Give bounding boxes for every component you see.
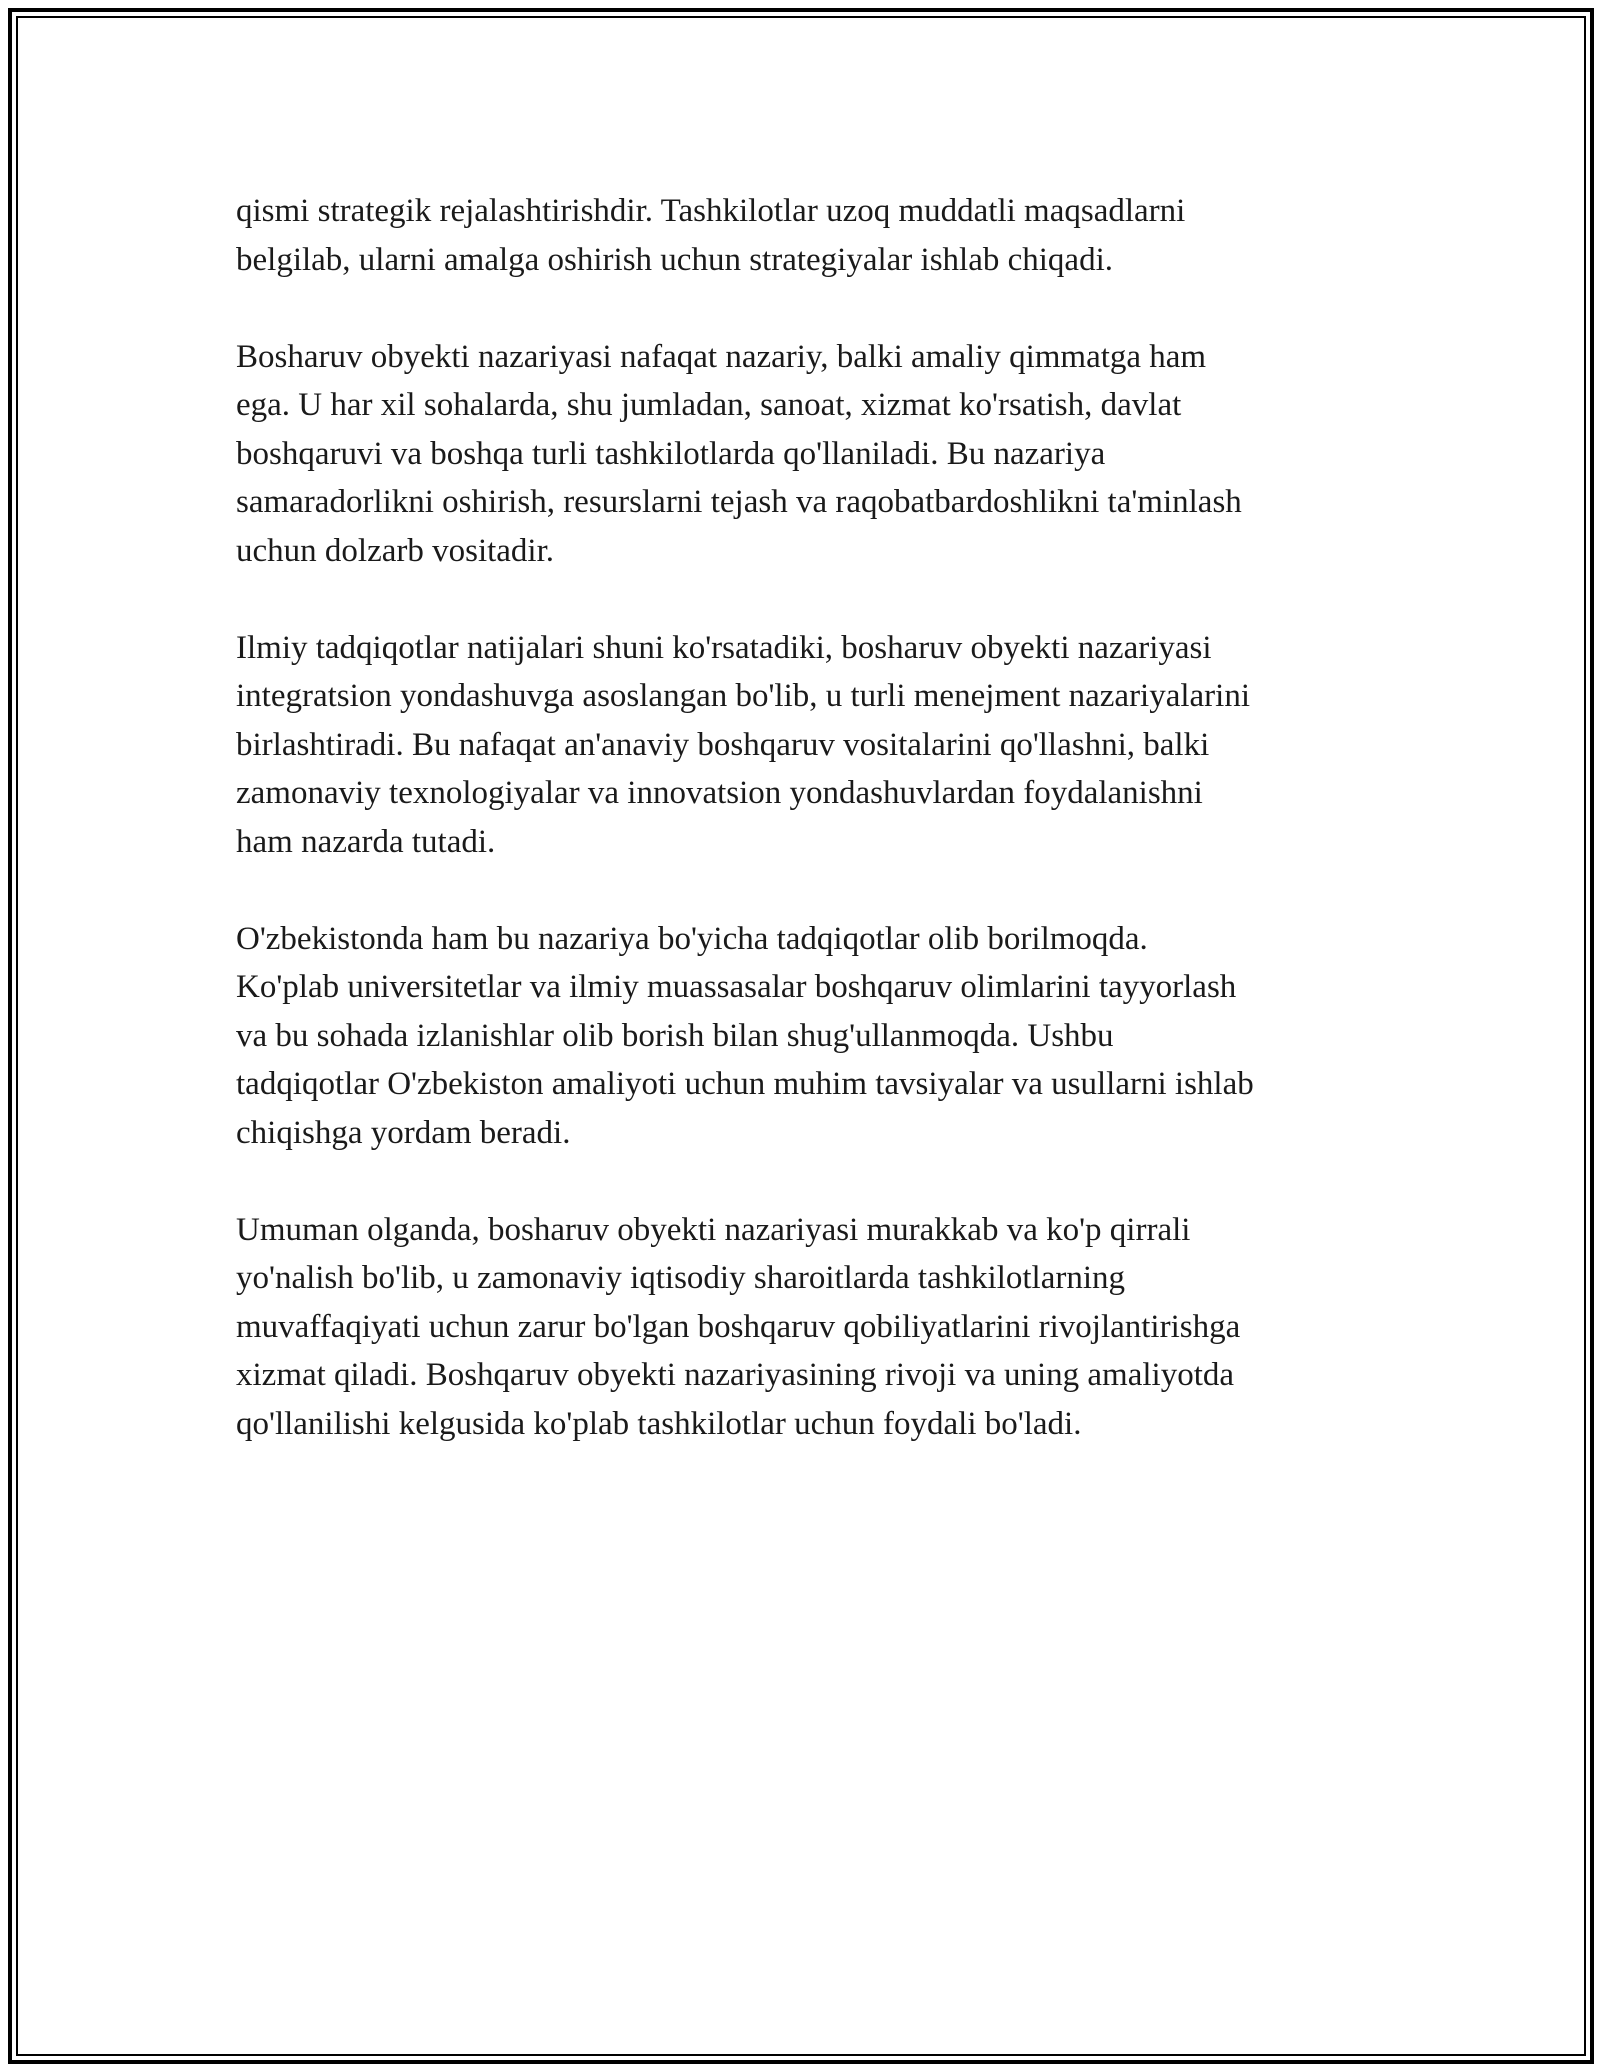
text-line: ham nazarda tutadi.: [236, 823, 496, 860]
paragraph-3: [236, 624, 1386, 867]
paragraph-5: [236, 1206, 1386, 1449]
text-line: chiqishga yordam beradi.: [236, 1114, 571, 1151]
text-line: Bosharuv obyekti nazariyasi nafaqat nazariy, balki amaliy qimmatga ham: [236, 338, 1207, 375]
text-line: xizmat qiladi. Boshqaruv obyekti nazariyasining rivoji va uning amaliyotda: [236, 1357, 1235, 1393]
paragraph-1: [236, 187, 1386, 284]
text-line: yo'nalish bo'lib, u zamonaviy iqtisodiy sharoitlarda tashkilotlarning: [236, 1260, 1126, 1296]
text-line: va bu sohada izlanishlar olib borish bilan shug'ullanmoqda. Ushbu: [236, 1017, 1114, 1054]
text-line: belgilab, ularni amalga oshirish uchun strategiyalar ishlab chiqadi.: [236, 241, 1113, 278]
text-line: uchun dolzarb vositadir.: [236, 532, 555, 569]
text-line: muvaffaqiyati uchun zarur bo'lgan boshqaruv qobiliyatlarini rivojlantirishga: [236, 1308, 1241, 1345]
text-line: integratsion yondashuvga asoslangan bo'lib, u turli menejment nazariyalarini: [236, 678, 1251, 714]
text-line: boshqaruvi va boshqa turli tashkilotlarda qo'llaniladi. Bu nazariya: [236, 435, 1106, 472]
paragraph-4: [236, 915, 1386, 1158]
paragraph-2: [236, 333, 1386, 576]
text-line: qismi strategik rejalashtirishdir. Tashkilotlar uzoq muddatli maqsadlarni: [236, 193, 1186, 229]
text-line: tadqiqotlar O'zbekiston amaliyoti uchun muhim tavsiyalar va usullarni ishlab: [236, 1066, 1254, 1102]
text-line: O'zbekistonda ham bu nazariya bo'yicha tadqiqotlar olib borilmoqda.: [236, 920, 1148, 957]
text-line: Ko'plab universitetlar va ilmiy muassasalar boshqaruv olimlarini tayyorlash: [236, 969, 1237, 1005]
document-body: [236, 187, 1386, 1497]
text-line: qo'llanilishi kelgusida ko'plab tashkilotlar uchun foydali bo'ladi.: [236, 1405, 1082, 1442]
text-line: Ilmiy tadqiqotlar natijalari shuni ko'rsatadiki, bosharuv obyekti nazariyasi: [236, 629, 1212, 666]
text-line: zamonaviy texnologiyalar va innovatsion yondashuvlardan foydalanishni: [236, 775, 1203, 811]
text-line: birlashtiradi. Bu nafaqat an'anaviy boshqaruv vositalarini qo'llashni, balki: [236, 726, 1210, 763]
text-line: Umuman olganda, bosharuv obyekti nazariyasi murakkab va ko'p qirrali: [236, 1211, 1191, 1248]
text-line: samaradorlikni oshirish, resurslarni tejash va raqobatbardoshlikni ta'minlash: [236, 484, 1242, 520]
text-line: ega. U har xil sohalarda, shu jumladan, sanoat, xizmat ko'rsatish, davlat: [236, 387, 1182, 423]
